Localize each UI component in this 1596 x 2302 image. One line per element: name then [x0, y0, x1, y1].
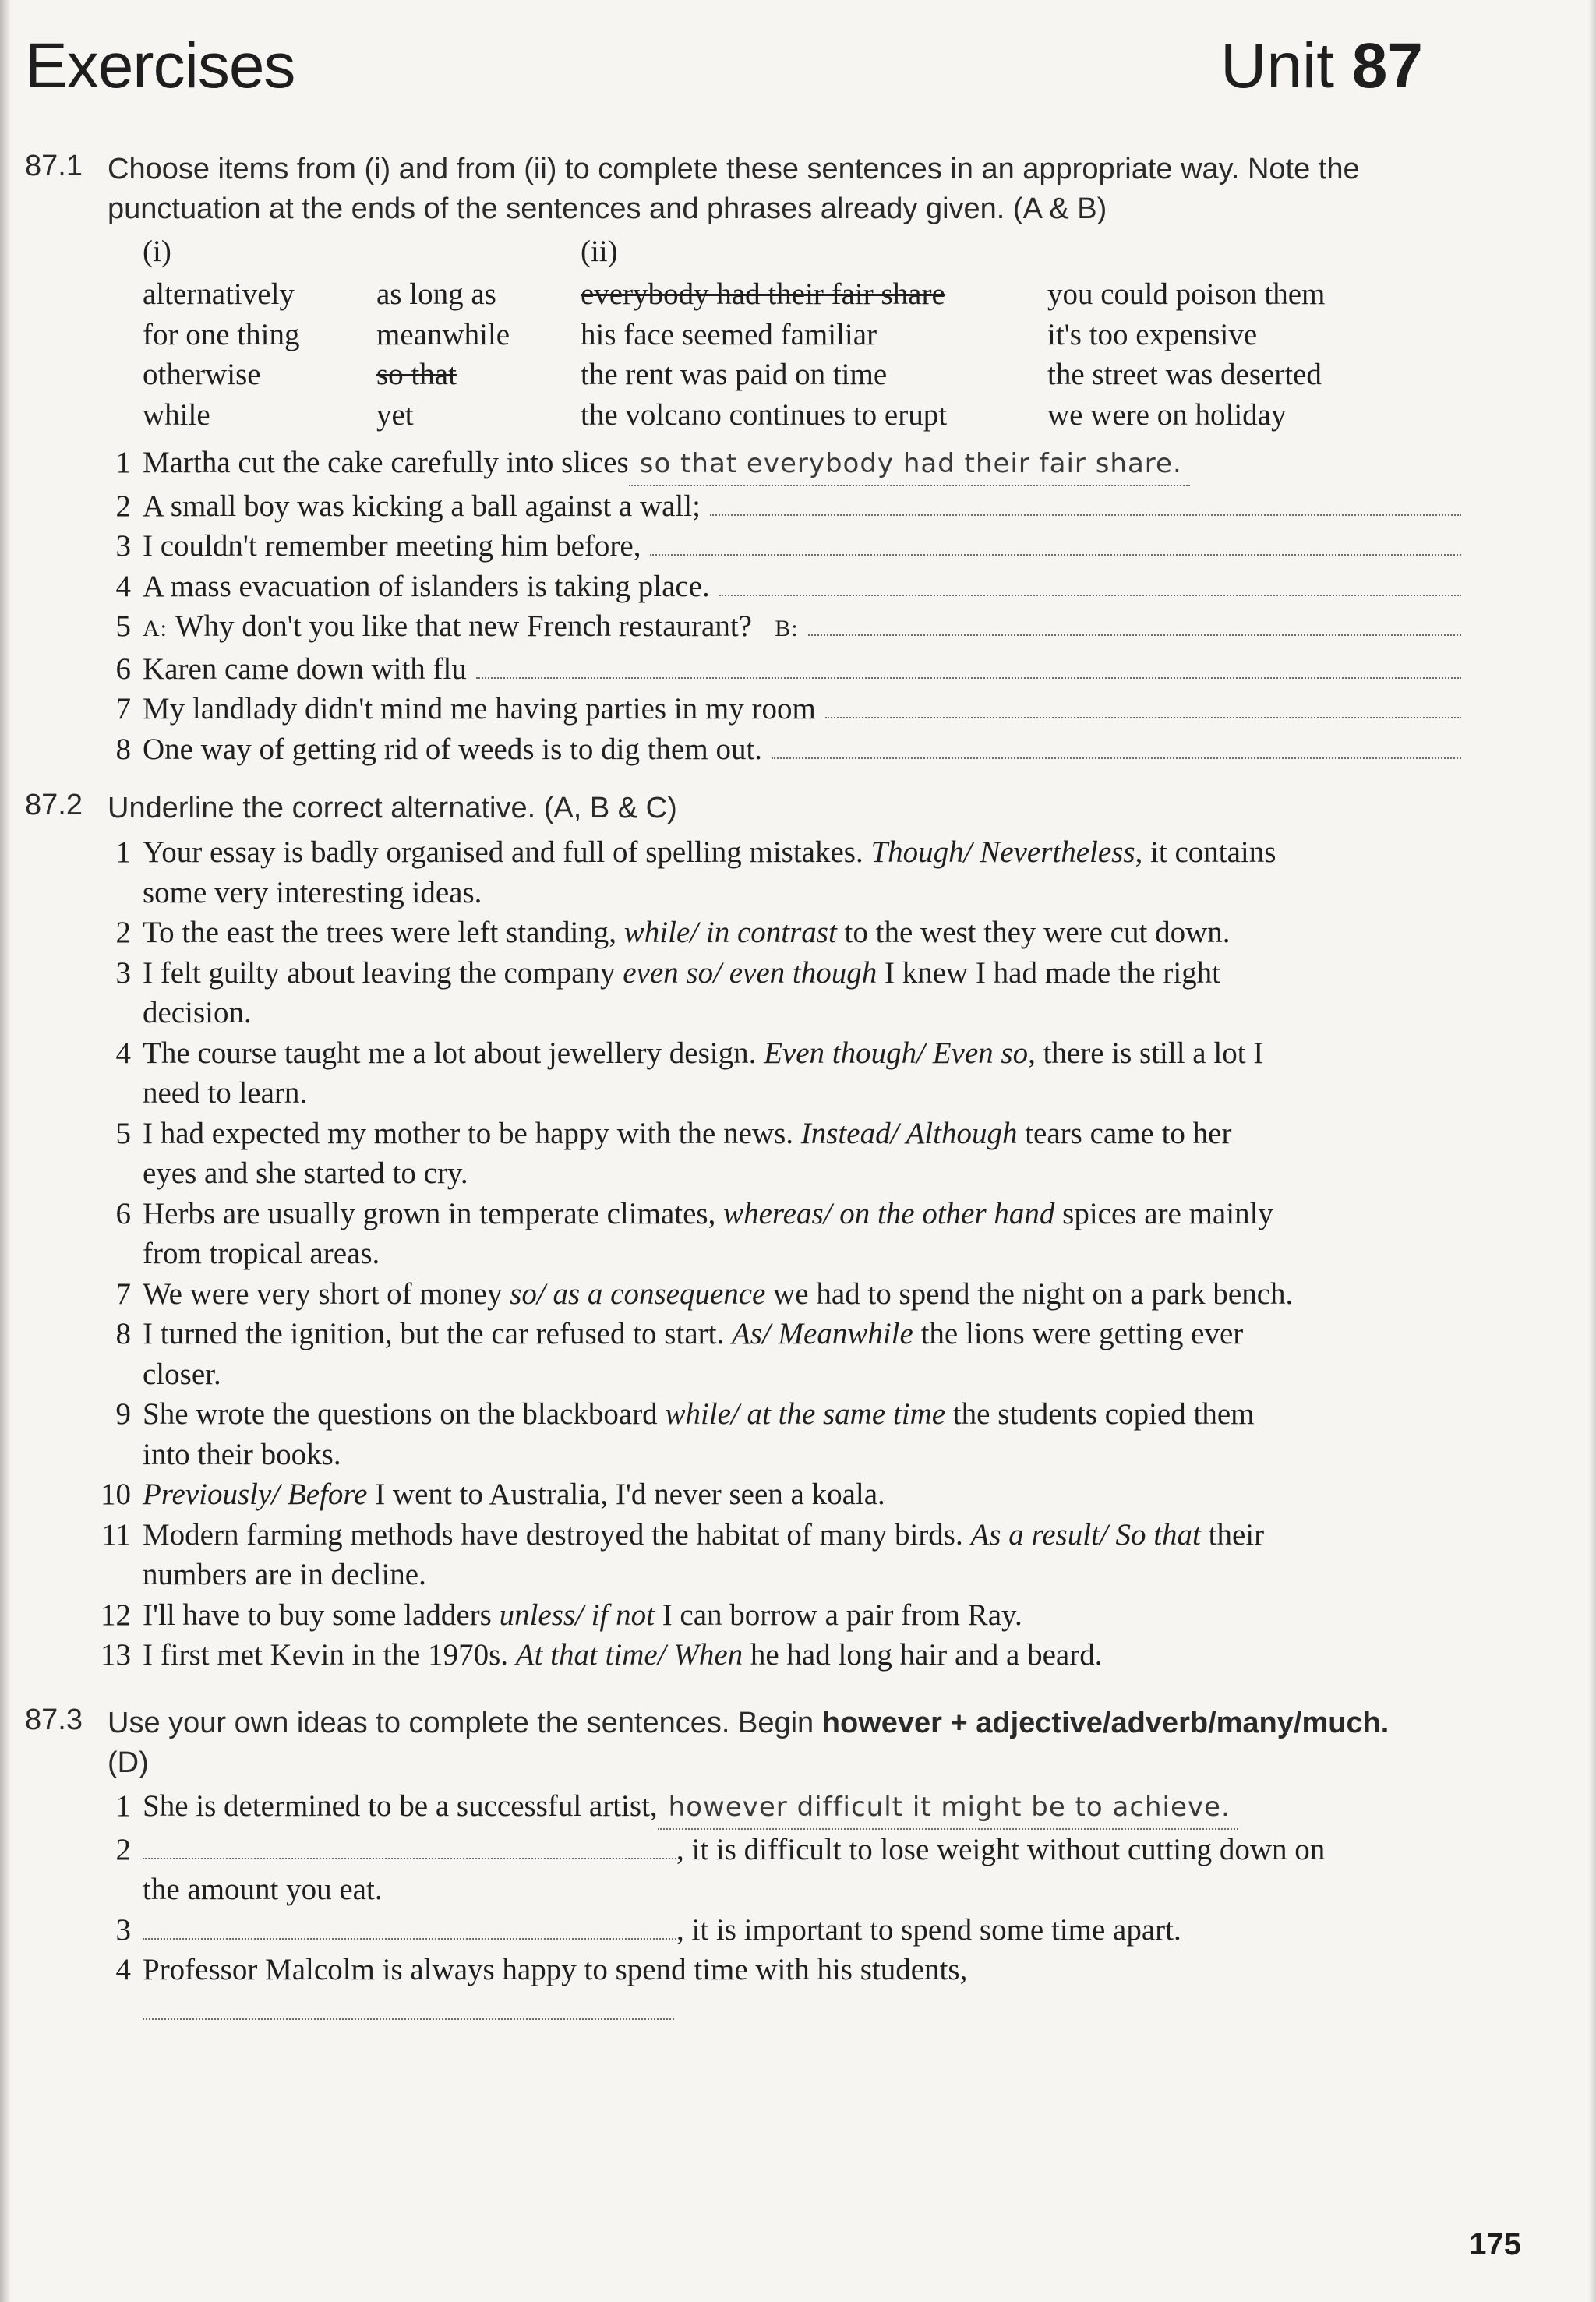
- item-text: the students copied them: [952, 1397, 1255, 1431]
- item-text: I first met Kevin in the 1970s.: [143, 1638, 509, 1672]
- list-item: [108, 689, 1461, 729]
- alternatives[interactable]: Instead/ Although: [800, 1116, 1018, 1150]
- exercise-instruction: Choose items from (i) and from (ii) to complete these sentences in an appropriate way. Note the punctuation at the ends of the sentences and phrases already given. (A & B): [108, 153, 1360, 225]
- list-item: [108, 1114, 1461, 1194]
- page-number: 175: [1469, 2227, 1521, 2261]
- unit-number: 87: [1351, 30, 1423, 101]
- answer-line[interactable]: [650, 531, 1461, 556]
- item-number: 1: [115, 1789, 131, 1823]
- option-word: yet: [376, 397, 414, 432]
- item-text: A mass evacuation of islanders is taking place.: [143, 569, 710, 603]
- list-item: [108, 832, 1461, 913]
- answer-line[interactable]: [825, 694, 1461, 718]
- handwritten-answer: however difficult it might be to achieve.: [658, 1788, 1238, 1830]
- exercise-number: 87.3: [25, 1704, 83, 1736]
- list-item: [108, 1950, 1461, 2030]
- item-text: Martha cut the cake carefully into slices: [143, 446, 629, 479]
- item-text: Your essay is badly organised and full of spelling mistakes.: [143, 835, 863, 869]
- alternatives[interactable]: so/ as a consequence: [510, 1276, 766, 1311]
- alternatives[interactable]: while/ in contrast: [623, 916, 837, 949]
- item-text: I went to Australia, I'd never seen a koala.: [375, 1478, 885, 1511]
- list-item: [108, 729, 1461, 770]
- instruction-text: Use your own ideas to complete the sentences. Begin: [108, 1707, 814, 1739]
- list-item: [101, 1515, 1461, 1595]
- item-text: their: [1208, 1517, 1265, 1552]
- item-text: My landlady didn't mind me having parties in my room: [143, 692, 816, 726]
- item-text: he had long hair and a beard.: [750, 1638, 1103, 1672]
- item-number: 5: [115, 609, 131, 643]
- item-text: A small boy was kicking a ball against a wall;: [143, 489, 701, 523]
- option-phrase: the volcano continues to erupt: [581, 397, 948, 432]
- item-text: to the west they were cut down.: [844, 916, 1231, 949]
- item-text-continued: closer.: [143, 1357, 221, 1391]
- list-item: [108, 486, 1461, 527]
- item-number: 4: [115, 1953, 131, 1986]
- exercise-87-2-items: [101, 832, 1461, 1675]
- item-text: the lions were getting ever: [920, 1317, 1244, 1350]
- speaker-a-label: A:: [143, 616, 168, 641]
- option-word: for one thing: [143, 317, 300, 351]
- item-text: , there is still a lot I: [1028, 1036, 1264, 1070]
- list-item: [108, 443, 1461, 486]
- item-number: 3: [115, 1912, 131, 1947]
- page-title: Exercises: [25, 30, 295, 101]
- option-word: as long as: [376, 277, 496, 311]
- unit-label: Unit: [1220, 30, 1334, 101]
- option-phrase: the rent was paid on time: [581, 358, 888, 391]
- item-text: We were very short of money: [143, 1276, 503, 1311]
- exercise-87-2: [25, 789, 1428, 828]
- option-word: meanwhile: [376, 317, 510, 351]
- option-word: otherwise: [143, 358, 261, 391]
- option-phrase-crossed: everybody had their fair share: [581, 277, 945, 311]
- instruction-ref: (D): [108, 1746, 149, 1779]
- exercise-87-3-items: [108, 1786, 1461, 2030]
- item-number: 5: [115, 1116, 131, 1150]
- option-word: alternatively: [143, 277, 295, 311]
- item-text: , it is important to spend some time apart.: [676, 1912, 1181, 1947]
- alternatives[interactable]: Even though/ Even so: [764, 1036, 1029, 1070]
- item-number: 12: [101, 1598, 131, 1632]
- answer-line[interactable]: [143, 1836, 676, 1859]
- answer-line[interactable]: [808, 611, 1461, 636]
- item-number: 3: [115, 955, 131, 990]
- alternatives[interactable]: even so/ even though: [623, 955, 877, 990]
- item-text: She is determined to be a successful artist,: [143, 1789, 658, 1823]
- list-item: [108, 649, 1461, 690]
- list-item: [108, 1830, 1461, 1910]
- item-text: I turned the ignition, but the car refused to start.: [143, 1317, 725, 1350]
- item-text: I had expected my mother to be happy with the news.: [143, 1116, 794, 1150]
- list-item: [108, 913, 1461, 953]
- column-i-b: [376, 274, 510, 435]
- item-text: I felt guilty about leaving the company: [143, 955, 616, 990]
- item-text: tears came to her: [1025, 1116, 1232, 1150]
- item-text-continued: eyes and she started to cry.: [143, 1156, 468, 1190]
- list-item: [108, 1194, 1461, 1274]
- answer-line[interactable]: [143, 1916, 676, 1940]
- item-number: 7: [115, 1276, 131, 1311]
- list-item: [108, 1314, 1461, 1394]
- list-item: [108, 1033, 1461, 1114]
- column-i-header: (i): [143, 235, 171, 268]
- item-number: 6: [115, 1196, 131, 1230]
- option-phrase: we were on holiday: [1047, 397, 1287, 432]
- item-text: Karen came down with flu: [143, 651, 467, 686]
- list-item: [108, 606, 1461, 649]
- option-phrase: the street was deserted: [1047, 358, 1322, 391]
- list-item: [108, 526, 1461, 567]
- alternatives[interactable]: As a result/ So that: [970, 1517, 1201, 1552]
- item-number: 8: [115, 732, 131, 766]
- item-text: we had to spend the night on a park bench.: [773, 1276, 1294, 1311]
- list-item: [101, 1474, 1461, 1515]
- item-number: 2: [115, 1832, 131, 1866]
- item-text: Why don't you like that new French restaurant?: [175, 609, 752, 643]
- answer-line[interactable]: [719, 571, 1461, 596]
- item-number: 3: [115, 529, 131, 563]
- answer-line[interactable]: [772, 734, 1461, 759]
- item-text: One way of getting rid of weeds is to dig them out.: [143, 732, 763, 766]
- item-text: spices are mainly: [1062, 1196, 1273, 1230]
- speaker-b-label: B:: [775, 616, 799, 641]
- item-text: I'll have to buy some ladders: [143, 1598, 492, 1632]
- item-number: 4: [115, 1036, 131, 1070]
- list-item: [108, 953, 1461, 1033]
- column-ii-b: [1047, 274, 1325, 435]
- option-word: while: [143, 397, 210, 432]
- instruction-bold: however + adjective/adverb/many/much.: [821, 1707, 1389, 1739]
- item-number: 6: [115, 651, 131, 686]
- option-phrase: his face seemed familiar: [581, 317, 877, 351]
- alternatives[interactable]: whereas/ on the other hand: [723, 1196, 1055, 1230]
- item-text: Modern farming methods have destroyed the habitat of many birds.: [143, 1517, 963, 1552]
- answer-line[interactable]: [710, 491, 1461, 516]
- list-item: [101, 1595, 1461, 1636]
- item-text: She wrote the questions on the blackboard: [143, 1397, 658, 1431]
- alternatives[interactable]: As/ Meanwhile: [731, 1317, 913, 1350]
- item-text: Professor Malcolm is always happy to spend time with his students,: [143, 1953, 968, 1986]
- list-item: [108, 1910, 1461, 1951]
- exercise-number: 87.2: [25, 789, 83, 821]
- item-text: I couldn't remember meeting him before,: [143, 529, 641, 563]
- item-number: 13: [101, 1638, 131, 1672]
- item-number: 9: [115, 1397, 131, 1431]
- alternatives[interactable]: At that time/ When: [515, 1638, 743, 1672]
- item-text: To the east the trees were left standing,: [143, 916, 617, 949]
- item-text: Herbs are usually grown in temperate climates,: [143, 1196, 716, 1230]
- list-item: [108, 1786, 1461, 1830]
- option-word-crossed: so that: [376, 358, 457, 391]
- item-text: I knew I had made the right: [884, 955, 1220, 990]
- item-text-continued: decision.: [143, 996, 252, 1029]
- item-number: 10: [101, 1478, 131, 1511]
- alternatives[interactable]: Previously/ Before: [143, 1478, 368, 1511]
- item-text: I can borrow a pair from Ray.: [662, 1598, 1022, 1632]
- answer-line[interactable]: [143, 1997, 674, 2020]
- item-text-continued: the amount you eat.: [143, 1873, 383, 1906]
- item-text-continued: need to learn.: [143, 1076, 308, 1110]
- column-i-a: [143, 274, 299, 435]
- item-number: 7: [115, 692, 131, 726]
- alternatives[interactable]: Though/ Nevertheless: [870, 835, 1135, 869]
- item-number: 2: [115, 916, 131, 949]
- alternatives[interactable]: unless/ if not: [499, 1598, 655, 1632]
- alternatives[interactable]: while/ at the same time: [665, 1397, 946, 1431]
- list-item: [108, 1394, 1461, 1474]
- exercise-instruction: Underline the correct alternative. (A, B & C): [108, 792, 677, 824]
- exercise-87-1: [25, 150, 1428, 229]
- item-number: 4: [115, 569, 131, 603]
- item-number: 2: [115, 489, 131, 523]
- list-item: [108, 1274, 1461, 1315]
- exercise-instruction: [108, 1704, 1432, 1783]
- page-edge-right: [1588, 0, 1596, 2302]
- page-edge-shadow: [0, 0, 11, 2302]
- column-ii-header: (ii): [581, 235, 618, 268]
- item-text-continued: numbers are in decline.: [143, 1558, 426, 1591]
- item-number: 1: [115, 446, 131, 479]
- exercise-number: 87.1: [25, 150, 83, 182]
- option-phrase: it's too expensive: [1047, 317, 1258, 351]
- item-text-continued: some very interesting ideas.: [143, 875, 482, 909]
- handwritten-answer: so that everybody had their fair share.: [629, 444, 1190, 486]
- exercise-87-3: [25, 1704, 1428, 1783]
- answer-line[interactable]: [476, 654, 1461, 679]
- item-text: The course taught me a lot about jewellery design.: [143, 1036, 757, 1070]
- column-ii-a: [581, 274, 947, 435]
- item-text-continued: into their books.: [143, 1437, 341, 1471]
- list-item: [108, 567, 1461, 607]
- item-number: 11: [101, 1517, 131, 1552]
- exercise-87-1-items: [108, 443, 1461, 769]
- option-phrase: you could poison them: [1047, 277, 1326, 311]
- item-number: 8: [115, 1317, 131, 1350]
- item-text-continued: from tropical areas.: [143, 1237, 380, 1270]
- item-text: , it contains: [1135, 835, 1276, 869]
- item-number: 1: [115, 835, 131, 869]
- list-item: [101, 1635, 1461, 1675]
- item-text: , it is difficult to lose weight without cutting down on: [676, 1832, 1326, 1866]
- unit-heading: [1220, 30, 1423, 103]
